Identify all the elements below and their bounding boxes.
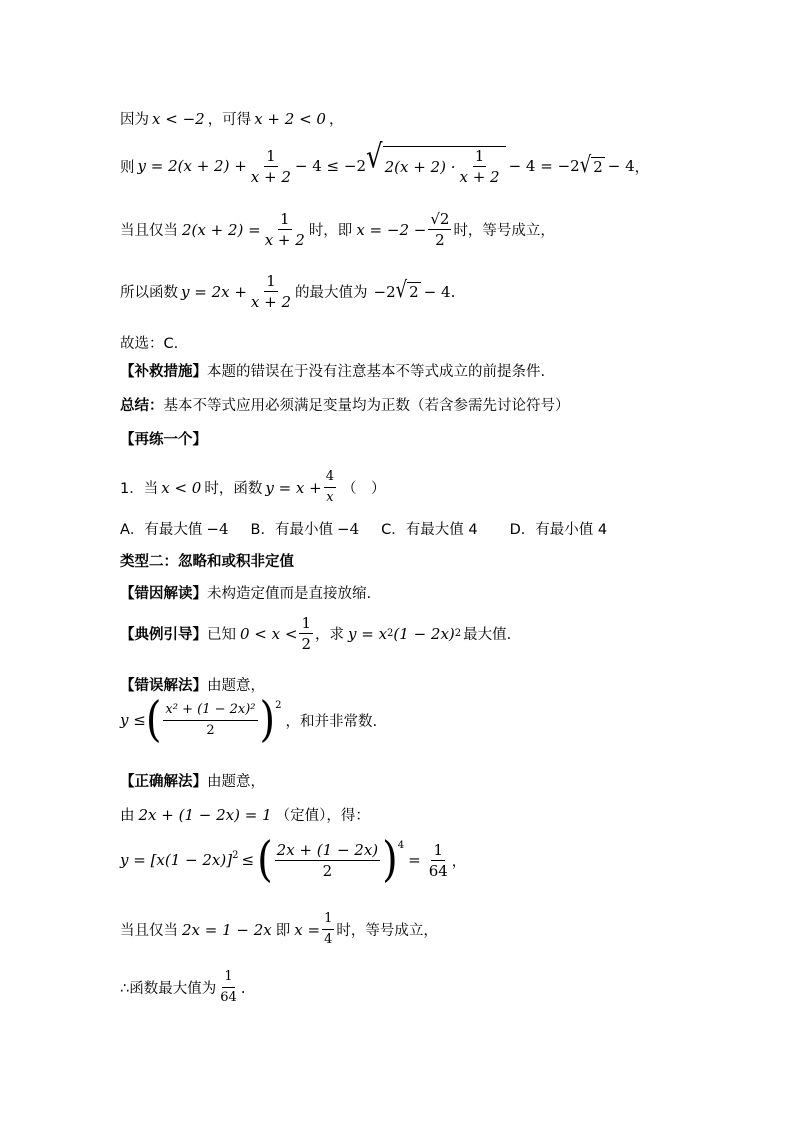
text: ∴函数最大值为 — [120, 981, 217, 997]
wrong-inequality: y ≤ ( $\frac{\text{x² + (1 − 2x)²}}{2}$ ) $^2$ ，和并非常数. — [120, 692, 378, 748]
text: 时，函数 — [204, 481, 263, 497]
heading: 【错误解法】 — [120, 678, 207, 694]
math: y = 2(x + 2) + — [137, 157, 247, 175]
text: 则 — [120, 159, 135, 176]
text: （ ） — [342, 481, 386, 497]
math: x < 0 — [161, 478, 202, 497]
line-2 — [120, 138, 650, 186]
math: − 4 ≤ −2 — [294, 157, 366, 175]
math: (1 − 2x) — [393, 624, 455, 643]
option-b: B．有最小值 — [250, 522, 333, 538]
text: 由题意， — [207, 774, 265, 790]
practice-heading: 【再练一个】 — [120, 432, 207, 448]
line-4 — [120, 272, 455, 311]
math: y = 2x + — [181, 282, 247, 301]
sqrt-2: √ 2 — [579, 151, 603, 178]
text: 时，即 — [308, 223, 353, 239]
text: 当且仅当 — [120, 923, 178, 939]
heading: 总结： — [120, 398, 164, 414]
text: 的最大值为 — [295, 285, 368, 301]
line-3 — [120, 210, 555, 249]
math: 0 < x < — [240, 624, 298, 643]
text: （定值），得： — [275, 808, 370, 824]
text: . — [450, 282, 456, 301]
fraction: $\frac{1}{2}$ — [301, 614, 311, 653]
text: ，求 — [315, 627, 344, 643]
example-line: 【典例引导】 已知 0 < x < $\frac{1}{2}$ ，求 y = x 2 (1 − 2x) 2 最大值. — [120, 614, 512, 653]
text: 当且仅当 — [120, 223, 178, 239]
fraction: $\frac{1}{64}$ — [220, 969, 237, 1005]
math: − 4 — [423, 282, 451, 301]
fraction: $\frac{1}{x + 2}$ — [250, 272, 292, 311]
heading: 【典例引导】 — [120, 627, 207, 643]
text: 时，等号成立， — [453, 223, 555, 239]
text: ， — [451, 853, 467, 870]
fraction: $\frac{1}{64}$ — [428, 840, 448, 880]
wrong-solution-line — [120, 674, 265, 695]
math: x = — [294, 920, 321, 939]
option-c: C．有最大值 4 — [381, 522, 478, 538]
conclusion-line — [120, 968, 246, 1007]
fraction: $\frac{1}{x + 2}$ — [264, 210, 305, 249]
heading: 【错因解读】 — [120, 586, 207, 602]
math: y = [x(1 − 2x)] — [120, 851, 233, 869]
text: . — [240, 978, 246, 997]
fraction: $\frac{2x + (1 - 2x)}{2}$ — [276, 840, 379, 880]
text: 即 — [275, 923, 291, 939]
math: = — [408, 851, 421, 869]
correct-inequality: y = [x(1 − 2x)] $^2$ ≤ ( $\frac{2x + (1 - 2x)}{2}$ ) $^4$ = $\frac{1}{64}$ ， — [120, 832, 467, 888]
math: −4 — [337, 519, 360, 538]
math: 2(x + 2) = — [182, 220, 261, 239]
fraction: $\frac{1}{4}$ — [324, 911, 333, 947]
text: 时，等号成立， — [336, 923, 438, 939]
fraction: $\frac{1}{x + 2}$ — [250, 146, 291, 186]
constant-sum-line — [120, 804, 370, 825]
math: −2 — [373, 282, 396, 301]
sqrt-2: √ 2 — [395, 277, 419, 304]
text: 已知 — [207, 627, 236, 643]
option-d: D．有最小值 4 — [509, 522, 608, 538]
type-two-heading: 类型二：忽略和或积非定值 — [120, 554, 294, 570]
text: 由 — [120, 808, 135, 824]
text: ，和并非常数. — [285, 713, 378, 730]
question-1 — [120, 468, 386, 507]
math: − 4 = −2 — [508, 157, 580, 175]
answer-line: 故选：C. — [120, 336, 179, 352]
text: 由题意， — [207, 678, 265, 694]
equality-condition — [120, 910, 438, 949]
heading: 【正确解法】 — [120, 774, 207, 790]
math: 2x = 1 − 2x — [182, 920, 272, 939]
math: y ≤ — [120, 711, 146, 729]
text: 未构造定值而是直接放缩. — [207, 586, 372, 602]
option-a: A．有最大值 — [120, 522, 203, 538]
text: 基本不等式应用必须满足变量均为正数（若含参需先讨论符号） — [163, 398, 570, 414]
math: x + 2 < 0 — [254, 109, 326, 128]
math: 2x + (1 − 2x) = 1 — [138, 805, 272, 824]
correct-solution-line — [120, 770, 265, 791]
text: 最大值. — [463, 627, 512, 643]
text: 本题的错误在于没有注意基本不等式成立的前提条件. — [207, 364, 546, 380]
math: −4 — [206, 519, 229, 538]
math: − 4 — [607, 157, 635, 175]
line-1 — [120, 108, 343, 129]
text: ，可得 — [207, 112, 252, 128]
sqrt-expression: √ 2(x + 2) · $\frac{1}{x + 2}$ — [366, 146, 506, 186]
fraction: $\frac{√2}{2}$ — [430, 210, 450, 249]
math: ≤ — [241, 851, 255, 869]
remedy-line — [120, 360, 545, 381]
fraction: $\frac{\text{x² + (1 − 2x)²}}{2}$ — [165, 701, 256, 738]
math: x = −2 − — [356, 220, 427, 239]
fraction: $\frac{4}{x}$ — [325, 469, 334, 505]
error-cause-line — [120, 582, 371, 603]
math: y = x + — [265, 478, 322, 497]
text: 1．当 — [120, 481, 159, 497]
text: 因为 — [120, 112, 149, 128]
text: ， — [634, 159, 650, 176]
options-line — [120, 518, 607, 539]
summary-line — [120, 394, 570, 415]
text: ， — [328, 112, 344, 128]
math: x < −2 — [152, 109, 205, 128]
text: 所以函数 — [120, 285, 178, 301]
heading: 【补救措施】 — [120, 364, 207, 380]
math: y = x — [348, 624, 388, 643]
